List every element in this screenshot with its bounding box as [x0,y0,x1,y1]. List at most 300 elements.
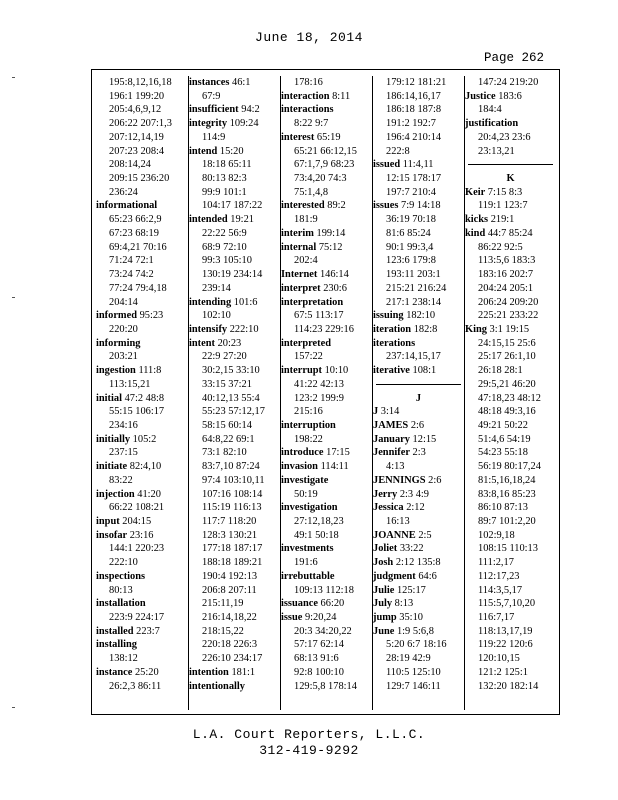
index-page-refs: 2:5 [415,529,432,541]
index-entry-term: intentionally [189,680,246,692]
index-entry-term: intention [189,666,229,678]
index-entry [373,199,464,213]
index-entry [373,625,464,639]
index-page-refs: 19:21 [227,214,254,226]
index-entry-term: Josh [373,557,394,569]
index-page-refs: 50:19 [294,488,318,500]
index-page-refs: 26:2,3 86:11 [109,680,162,692]
index-entry-term: Jessica [373,502,404,514]
index-page-refs: 188:18 189:21 [202,557,263,569]
index-entry [373,364,464,378]
index-page-refs: 109:13 112:18 [294,584,354,596]
index-page-refs: 68:9 72:10 [202,241,247,253]
index-page-refs: 186:18 187:8 [386,104,442,116]
index-page-refs: 40:12,13 55:4 [202,392,260,404]
index-page-refs: 7:15 8:3 [485,186,523,198]
index-page-refs: 2:6 [425,474,442,486]
index-page-refs: 107:16 108:14 [202,488,263,500]
index-page-refs: 207:12,14,19 [109,131,164,143]
index-page-refs: 108:1 [409,365,437,377]
index-entry [281,241,372,255]
index-entry [373,474,464,488]
index-entry-term: installed [96,625,134,637]
index-page-refs: 129:5,8 178:14 [294,680,357,692]
index-entry-term: issuance [281,598,318,610]
index-page-refs: 105:2 [130,433,157,445]
index-page-refs: 33:15 37:21 [202,378,252,390]
index-entry [281,268,372,282]
index-entry [373,488,464,502]
section-divider [465,158,556,172]
index-entry [189,337,280,351]
index-entry-term: investments [281,543,334,555]
index-page-refs: 57:17 62:14 [294,639,344,651]
index-entry-term: initial [96,392,122,404]
index-entry [373,309,464,323]
index-entry-term: informed [96,310,137,322]
index-page-refs: 48:18 49:3,16 [478,406,536,418]
index-page-refs: 181:9 [294,214,318,226]
index-entry-term: intended [189,214,228,226]
index-entry [96,625,187,639]
index-page-refs: 215:16 [294,406,323,418]
index-page-refs: 236:24 [109,186,138,198]
index-page-refs: 177:18 187:17 [202,543,263,555]
index-entry-term: informational [96,200,158,212]
index-entry-term: introduce [281,447,324,459]
index-page-refs: 8:22 9:7 [294,118,329,130]
index-page-refs: 204:15 [119,516,152,527]
index-entry-term: judgment [373,570,416,582]
index-page-refs: 182:10 [403,310,436,322]
index-entry [465,90,556,104]
index-page-refs: 2:3 [409,447,426,459]
index-page-refs: 83:22 [109,474,133,486]
index-entry [96,529,187,543]
index-entry [189,145,280,159]
index-page-refs: 208:14,24 [109,159,151,171]
index-page-refs: 203:21 [109,351,138,363]
index-letter-heading: K [506,173,515,185]
index-page-refs: 237:14,15,17 [386,351,441,363]
index-entry [373,529,464,543]
index-page-refs: 95:23 [136,310,164,322]
index-page-refs: 8:13 [392,598,414,610]
index-entry [281,460,372,474]
index-page-refs: 222:8 [386,145,410,157]
index-entry [281,611,372,625]
index-page-refs: 23:16 [127,529,154,541]
index-entry-term: intensify [189,323,228,335]
index-entry [189,117,280,131]
index-entry-term: interrupt [281,365,322,377]
index-entry-term: integrity [189,118,228,130]
index-page-refs: 223:7 [133,625,160,637]
index-page-refs: 207:23 208:4 [109,145,165,157]
index-page-refs: 223:9 224:17 [109,612,165,624]
index-page-refs: 36:19 70:18 [386,214,436,226]
index-page-refs: 66:20 [317,598,345,610]
index-entry-term: input [96,516,120,527]
page-number: Page 262 [483,51,544,65]
index-page-refs: 178:16 [294,77,323,88]
index-page-refs: 220:18 226:3 [202,639,258,651]
index-entry-term: Jennifer [373,447,410,459]
index-page-refs: 64:6 [415,570,437,582]
index-page-refs: 197:7 210:4 [386,186,436,198]
index-page-refs: 46:1 [229,77,251,88]
index-entry [96,488,187,502]
index-entry-term: insufficient [189,104,239,116]
index-entry-term: J [373,406,379,418]
index-page-refs: 125:17 [394,584,426,596]
index-entry [465,186,556,200]
index-entry [373,584,464,598]
index-page-refs: 83:8,16 85:23 [478,488,536,500]
index-page-refs: 179:12 181:21 [386,77,447,88]
index-page-refs: 190:4 192:13 [202,570,258,582]
index-page-refs: 206:22 207:1,3 [109,118,172,130]
index-entry [281,227,372,241]
index-entry-term: issuing [373,310,404,322]
index-page-refs: 92:8 100:10 [294,666,344,678]
index-page-refs: 41:20 [134,488,161,500]
index-page-refs: 77:24 79:4,18 [109,282,167,294]
index-page-refs: 90:1 99:3,4 [386,241,434,253]
index-page-refs: 146:14 [317,269,349,281]
index-entry-term: Justice [465,90,496,102]
index-entry-term: interaction [281,90,330,102]
index-entry [373,570,464,584]
index-entry-term: iterations [373,337,416,349]
index-page-refs: 132:20 182:14 [478,680,539,692]
index-column-1 [96,76,187,710]
index-entry [373,405,464,419]
index-page-refs: 58:15 60:14 [202,419,252,431]
index-page-refs: 218:15,22 [202,625,244,637]
index-entry-term: issue [281,612,303,624]
index-page-refs: 81:5,16,18,24 [478,474,536,486]
index-column-2 [188,76,280,710]
index-entry-term: kicks [465,214,489,226]
index-letter-heading: J [415,392,422,404]
index-entry [96,433,187,447]
index-page-refs: 222:10 [109,557,138,569]
index-page-refs: 215:11,19 [202,598,244,610]
index-page-refs: 217:1 238:14 [386,296,442,308]
index-page-refs: 114:9 [202,131,226,143]
index-page-refs: 220:20 [109,323,138,335]
index-page-refs: 117:7 118:20 [202,516,257,527]
index-page-refs: 15:20 [217,145,244,157]
index-page-refs: 193:11 203:1 [386,269,441,281]
index-page-refs: 129:7 146:11 [386,680,441,692]
index-page-refs: 99:9 101:1 [202,186,247,198]
index-page-refs: 22:22 56:9 [202,227,247,239]
index-page-refs: 56:19 80:17,24 [478,461,541,473]
index-page-refs: 47:18,23 48:12 [478,392,541,404]
index-page-refs: 157:22 [294,351,323,363]
index-page-refs: 73:1 82:10 [202,447,247,459]
index-entry-term: initiate [96,461,128,473]
index-page-refs: 20:3 34:20,22 [294,625,352,637]
index-page-refs: 202:4 [294,255,318,267]
index-page-refs: 82:4,10 [127,461,162,473]
footer-phone: 312-419-9292 [259,743,359,758]
index-page-refs: 2:12 [403,502,425,514]
index-entry-term: issues [373,200,399,212]
index-page-refs: 28:19 42:9 [386,653,431,665]
index-page-refs: 215:21 216:24 [386,282,447,294]
scan-speck [12,297,15,298]
index-page-refs: 35:10 [396,612,423,624]
index-page-refs: 64:8,22 69:1 [202,433,255,445]
index-entry [96,515,187,529]
index-page-refs: 186:14,16,17 [386,90,441,102]
index-entry [281,199,372,213]
index-entry-term: initially [96,433,131,445]
index-entry [373,556,464,570]
index-page-refs: 65:21 66:12,15 [294,145,357,157]
index-entry [373,158,464,172]
index-page-refs: 204:24 205:1 [478,282,534,294]
index-page-refs: 183:6 [495,90,522,102]
index-page-refs: 116:7,17 [478,612,515,624]
index-entry-term: interpreted [281,337,332,349]
index-page-refs: 69:4,21 70:16 [109,241,167,253]
index-page-refs: 7:9 14:18 [398,200,441,212]
index-entry-term: interactions [281,104,334,116]
index-page-refs: 110:5 125:10 [386,666,441,678]
index-entry-term: intent [189,337,215,349]
index-entry-term: iterative [373,365,410,377]
index-page-refs: 12:15 178:17 [386,173,442,185]
index-page-refs: 181:1 [228,666,256,678]
index-entry-term: Keir [465,186,486,198]
index-page-refs: 195:8,12,16,18 [109,77,172,88]
index-page-refs: 55:23 57:12,17 [202,406,265,418]
index-page-refs: 113:5,6 183:3 [478,255,536,267]
index-entry-term: investigation [281,502,338,514]
index-entry [373,433,464,447]
index-page-refs: 66:22 108:21 [109,502,165,514]
index-page-refs: 104:17 187:22 [202,200,263,212]
index-entry-term: jump [373,612,397,624]
index-page-refs: 54:23 55:18 [478,447,528,459]
index-entry-term: issued [373,159,401,171]
index-page-refs: 8:11 [329,90,351,102]
index-page-refs: 71:24 72:1 [109,255,154,267]
index-page-refs: 24:15,15 25:6 [478,337,536,349]
index-page-refs: 108:15 110:13 [478,543,538,555]
index-entry-term: injection [96,488,135,500]
index-page-refs: 68:13 91:6 [294,653,339,665]
index-page-refs: 2:3 4:9 [397,488,429,500]
index-page-refs: 119:1 123:7 [478,200,528,212]
index-page-refs: 22:9 27:20 [202,351,247,363]
index-entry [373,323,464,337]
index-page-refs: 234:16 [109,419,138,431]
index-page-refs: 55:15 106:17 [109,406,165,418]
index-page-refs: 113:15,21 [109,378,151,390]
index-page-refs: 123:6 179:8 [386,255,436,267]
index-page-refs: 130:19 234:14 [202,269,263,281]
index-page-refs: 128:3 130:21 [202,529,258,541]
index-entry-term: irrebuttable [281,570,335,582]
index-entry [373,446,464,460]
index-entry [96,460,187,474]
index-page-refs: 51:4,6 54:19 [478,433,531,445]
index-page-refs: 89:2 [324,200,346,212]
index-page-refs: 102:9,18 [478,529,515,541]
index-page-refs: 123:2 199:9 [294,392,344,404]
index-page-refs: 97:4 103:10,11 [202,474,265,486]
index-page-refs: 33:22 [397,543,424,555]
index-entry-term: invasion [281,461,318,473]
index-page-refs: 25:20 [132,666,159,678]
index-page-refs: 226:10 234:17 [202,653,263,665]
index-page-refs: 118:13,17,19 [478,625,533,637]
index-page-refs: 182:8 [411,323,438,335]
index-entry-term: King [465,323,487,335]
index-page-refs: 3:14 [378,406,400,418]
index-page-refs: 47:2 48:8 [121,392,165,404]
index-entry [281,446,372,460]
index-entry-term: Internet [281,269,318,281]
index-page-refs: 29:5,21 46:20 [478,378,536,390]
index-page-refs: 86:22 92:5 [478,241,523,253]
index-entry [281,282,372,296]
index-page-refs: 216:14,18,22 [202,612,257,624]
index-page-refs: 196:1 199:20 [109,90,165,102]
index-page-refs: 206:24 209:20 [478,296,539,308]
index-page-refs: 121:2 125:1 [478,666,528,678]
index-page-refs: 49:21 50:22 [478,419,528,431]
index-entry [96,666,187,680]
index-page-refs: 4:13 [386,461,405,473]
index-column-5 [464,76,556,710]
index-page-refs: 102:10 [202,310,231,322]
index-page-refs: 120:10,15 [478,653,520,665]
index-entry-term: intending [189,296,232,308]
index-page-refs: 27:12,18,23 [294,516,344,527]
index-entry [373,419,464,433]
index-entry [465,323,556,337]
index-page-refs: 89:7 101:2,20 [478,516,536,527]
scan-speck [12,77,15,78]
index-page-refs: 230:6 [320,282,347,294]
index-page-refs: 67:5 113:17 [294,310,344,322]
index-page-refs: 86:10 87:13 [478,502,528,514]
index-entry-term: kind [465,227,486,239]
index-page-refs: 111:2,17 [478,557,514,569]
index-entry-term: instances [189,77,230,88]
index-entry [189,76,280,90]
index-entry-term: insofar [96,529,128,541]
index-page-refs: 65:19 [314,131,341,143]
index-page-refs: 10:10 [321,365,349,377]
index-table [91,69,560,715]
index-entry-term: JAMES [373,419,409,431]
index-page-refs: 2:12 135:8 [393,557,441,569]
index-page-refs: 114:3,5,17 [478,584,523,596]
index-entry [373,501,464,515]
index-entry-term: Joliet [373,543,398,555]
index-entry-term: June [373,625,395,637]
index-entry-term: interpret [281,282,321,294]
index-entry [465,227,556,241]
index-page-refs: 18:18 65:11 [202,159,252,171]
index-entry [189,296,280,310]
scan-speck [12,707,15,708]
index-entry [373,542,464,556]
index-column-3 [280,76,372,710]
footer-company: L.A. Court Reporters, L.L.C. [192,727,426,742]
index-page-refs: 114:23 229:16 [294,323,354,335]
index-page-refs: 239:14 [202,282,231,294]
index-page-refs: 80:13 [109,584,133,596]
index-entry [373,597,464,611]
index-page-refs: 65:23 66:2,9 [109,214,162,226]
index-entry-term: JENNINGS [373,474,426,486]
index-page-refs: 73:4,20 74:3 [294,173,347,185]
index-page-refs: 11:4,11 [400,159,434,171]
index-entry [96,364,187,378]
index-entry-term: interim [281,227,314,239]
index-entry-term: JOANNE [373,529,416,541]
index-page-refs: 41:22 42:13 [294,378,344,390]
index-page-refs: 109:24 [227,118,259,130]
index-page-refs: 26:18 28:1 [478,365,523,377]
index-entry [189,666,280,680]
index-page-refs: 80:13 82:3 [202,173,247,185]
index-column-4 [372,76,464,710]
index-page-refs: 112:17,23 [478,570,520,582]
index-page-refs: 67:9 [202,90,221,102]
index-page-refs: 199:14 [313,227,346,239]
index-page-refs: 204:14 [109,296,138,308]
index-page-refs: 205:4,6,9,12 [109,104,162,116]
index-page-refs: 67:1,7,9 68:23 [294,159,355,171]
index-page-refs: 222:10 [227,323,259,335]
index-entry [189,323,280,337]
index-page-refs: 138:12 [109,653,138,665]
index-page-refs: 23:13,21 [478,145,515,157]
index-entry-term: informing [96,337,141,349]
section-divider [373,378,464,392]
index-entry [281,131,372,145]
index-entry [281,364,372,378]
index-page-refs: 237:15 [109,447,138,459]
index-page-refs: 20:4,23 23:6 [478,131,531,143]
index-page-refs: 44:7 85:24 [485,227,533,239]
index-entry-term: interruption [281,419,336,431]
index-page-refs: 99:3 105:10 [202,255,252,267]
index-page-refs: 30:2,15 33:10 [202,365,260,377]
index-page-refs: 75:12 [316,241,343,253]
index-page-refs: 81:6 85:24 [386,227,431,239]
index-entry [189,103,280,117]
index-page-refs: 3:1 19:15 [486,323,530,335]
index-entry-term: installing [96,639,137,651]
index-entry-term: inspections [96,570,146,582]
index-page-refs: 9:20,24 [302,612,337,624]
index-page-refs: 101:6 [231,296,258,308]
index-entry [465,213,556,227]
index-page-refs: 83:7,10 87:24 [202,461,260,473]
index-page-refs: 115:5,7,10,20 [478,598,536,610]
index-page-refs: 25:17 26:1,10 [478,351,536,363]
